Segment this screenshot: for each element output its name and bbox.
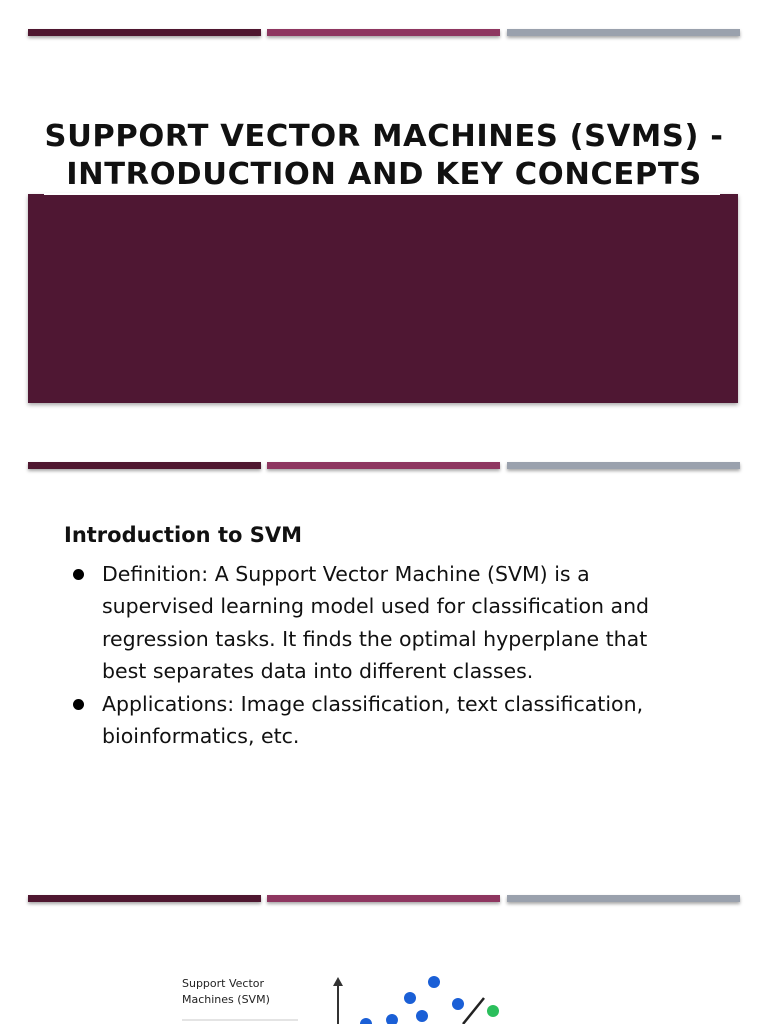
data-point xyxy=(386,1014,398,1024)
data-point xyxy=(416,1010,428,1022)
data-point xyxy=(452,998,464,1010)
section-heading: Introduction to SVM xyxy=(64,523,302,547)
decor-rule-rose xyxy=(267,29,500,36)
bullet-text: Definition: A Support Vector Machine (SVM) is a supervised learning model used for classification and regression tasks. It finds the optimal hyperplane that best separates data into different classes. xyxy=(102,562,650,684)
bullet-text: Applications: Image classification, text classification, bioinformatics, etc. xyxy=(102,691,644,749)
decor-rule-maroon xyxy=(28,462,261,469)
data-point xyxy=(404,992,416,1004)
decor-rule-gray xyxy=(507,462,740,469)
svm-illustration xyxy=(152,952,582,1024)
bullet-list xyxy=(64,558,664,752)
decor-rule-rose xyxy=(267,462,500,469)
bullet-dot-icon xyxy=(73,699,84,710)
decor-rule-rose xyxy=(267,895,500,902)
bullet-item xyxy=(64,688,664,753)
decor-rule-maroon xyxy=(28,895,261,902)
decor-rule-gray xyxy=(507,29,740,36)
title-accent-block xyxy=(28,194,738,403)
decor-rule-maroon xyxy=(28,29,261,36)
slide-title: SUPPORT VECTOR MACHINES (SVMS) - INTRODUCTION AND KEY CONCEPTS xyxy=(44,119,724,192)
figure-caption-line: Support Vector xyxy=(182,977,265,990)
figure-caption-line: Machines (SVM) xyxy=(182,993,270,1006)
svm-scatter-graphic xyxy=(152,952,582,1024)
decor-rule-gray xyxy=(507,895,740,902)
bullet-dot-icon xyxy=(73,569,84,580)
data-point xyxy=(428,976,440,988)
title-underline xyxy=(44,193,720,195)
data-point xyxy=(487,1005,499,1017)
data-point xyxy=(360,1018,372,1024)
y-axis-arrow-icon xyxy=(333,977,343,986)
hyperplane-line xyxy=(463,998,484,1024)
bullet-item xyxy=(64,558,664,688)
